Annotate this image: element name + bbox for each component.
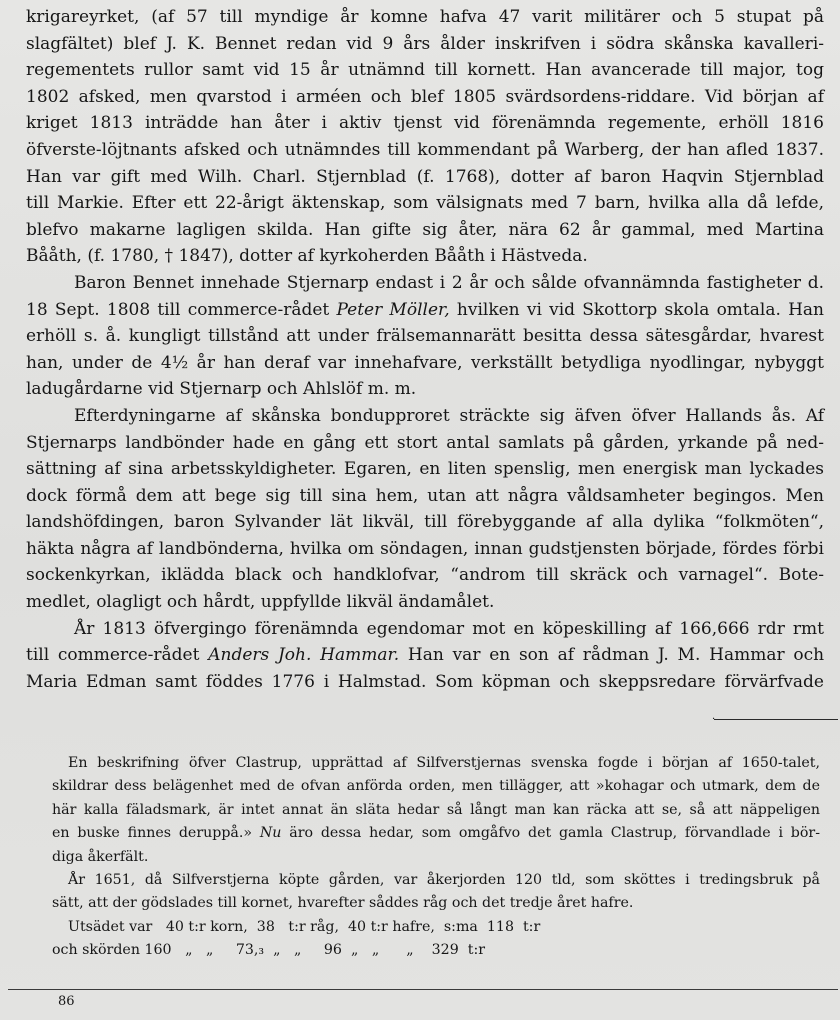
text-line: blefvo makarne lagligen skilda. Han gifte sig åter, nära 62 år gammal, med Martina [26,219,824,240]
text-line: Maria Edman samt föddes 1776 i Halmstad. Som köpman och skeppsredare förvärfvade [26,671,824,692]
text-line: Efterdyningarne af skånska bondupproret sträckte sig äfven öfver Hallands ås. Af [74,405,824,426]
text-line: kriget 1813 inträdde han åter i aktiv tjenst vid förenämnda regemente, erhöll 1816 [26,113,824,134]
text-line: regementets rullor samt vid 15 år utnämnd till kornett. Han avancerade till major, tog [26,60,824,81]
yield-table-row: och skörden 160 „ „ 73,₃ „ „ 96 „ „ „ 329 t:r [52,942,486,959]
text-line: ladugårdarne vid Stjernarp och Ahlslöf m. m. [26,379,417,400]
footnote-line: skildrar dess belägenhet med de ofvan anförda orden, men tillägger, att »kohagar och utmark, dem de [52,778,820,795]
text-line: erhöll s. å. kungligt tillstånd att under frälsemannarätt besitta dessa sätesgårdar, hvarest [26,326,824,347]
text-fragment: 18 Sept. 1808 till commerce-rådet [26,299,330,320]
footnote-line: diga åkerfält. [52,848,149,865]
footnote-separator [714,719,838,720]
text-line: han, under de 4½ år han deraf var innehafvare, verkställt betydliga nyodlingar, nybyggt [26,352,824,373]
emphasis: Nu [259,825,282,842]
text-line: År 1813 öfvergingo förenämnda egendomar mot en köpeskilling af 166,666 rdr rmt [74,618,824,639]
footnote-line: År 1651, då Silfverstjerna köpte gården, var åkerjorden 120 tld, som sköttes i tredingsbruk på [68,872,820,889]
text-fragment: till commerce-rådet [26,645,200,666]
text-line: till Markie. Efter ett 22-årigt äktenskap, som välsignats med 7 barn, hvilka alla då lefde, [26,193,824,214]
text-line: medlet, olagligt och hårdt, uppfyllde likväl ändamålet. [26,592,495,613]
text-line: Stjernarps landbönder hade en gång ett stort antal samlats på gården, yrkande på ned- [26,432,824,453]
person-name: Anders Joh. Hammar. [208,645,400,666]
text-line [26,642,824,669]
text-line: Baron Bennet innehade Stjernarp endast i 2 år och sålde ofvannämnda fastigheter d. [74,272,824,293]
text-line: sättning af sina arbetsskyldigheter. Egaren, en liten spenslig, men energisk man lyckades [26,459,824,480]
text-line: häkta några af landbönderna, hvilka om söndagen, innan gudstjensten började, fördes förbi [26,538,824,559]
text-fragment: äro dessa hedar, som omgåfvo det gamla Clastrup, förvandlade i bör- [289,825,821,842]
yield-table-row: Utsädet var 40 t:r korn, 38 t:r råg, 40 t:r hafre, s:ma 118 t:r [68,918,541,935]
text-line: krigareyrket, (af 57 till myndige år komne hafva 47 varit militärer och 5 stupat på [26,7,824,27]
text-line: Han var gift med Wilh. Charl. Stjernblad (f. 1768), dotter af baron Haqvin Stjernblad [26,166,824,187]
footnote [52,752,820,963]
text-line: Bååth, (f. 1780, † 1847), dotter af kyrkoherden Bååth i Hästveda. [26,246,588,267]
page-number: 86 [58,994,75,1009]
ink-mark: · [712,714,716,725]
footnote-line [52,822,820,845]
text-line: landshöfdingen, baron Sylvander lät likväl, till förebyggande af alla dylika “folkmöten“, [26,512,824,533]
main-text [26,4,824,695]
text-line: dock förmå dem att bege sig till sina hem, utan att några våldsamheter begingos. Men [26,485,824,506]
text-fragment: hvilken vi vid Skottorp skola omtala. Han [456,299,824,320]
person-name: Peter Möller, [336,299,450,320]
text-line [26,297,824,324]
footnote-line: sätt, att der gödslades till kornet, hvarefter såddes råg och det tredje året hafre. [52,895,634,912]
text-fragment: Han var en son af rådman J. M. Hammar och [407,645,825,666]
text-line: sockenkyrkan, iklädda black och handklofvar, “androm till skräck och varnagel“. Bote- [26,565,824,586]
text-fragment: en buske finnes deruppå.» [52,825,253,842]
footnote-line: En beskrifning öfver Clastrup, upprättad af Silfverstjernas svenska fogde i början af 1650-talet, [68,755,820,771]
text-line: slagfältet) blef J. K. Bennet redan vid 9 års ålder inskrifven i södra skånska kavalleri- [26,33,824,54]
page-bottom-rule [8,989,838,990]
text-line: öfverste-löjtnants afsked och utnämndes till kommendant på Warberg, der han afled 1837. [26,139,824,160]
text-line: 1802 afsked, men qvarstod i arméen och blef 1805 svärdsordens-riddare. Vid början af [26,86,824,107]
footnote-line: här kalla fäladsmark, är intet annat än släta hedar så långt man kan räcka att se, så att näppeligen [52,801,820,818]
